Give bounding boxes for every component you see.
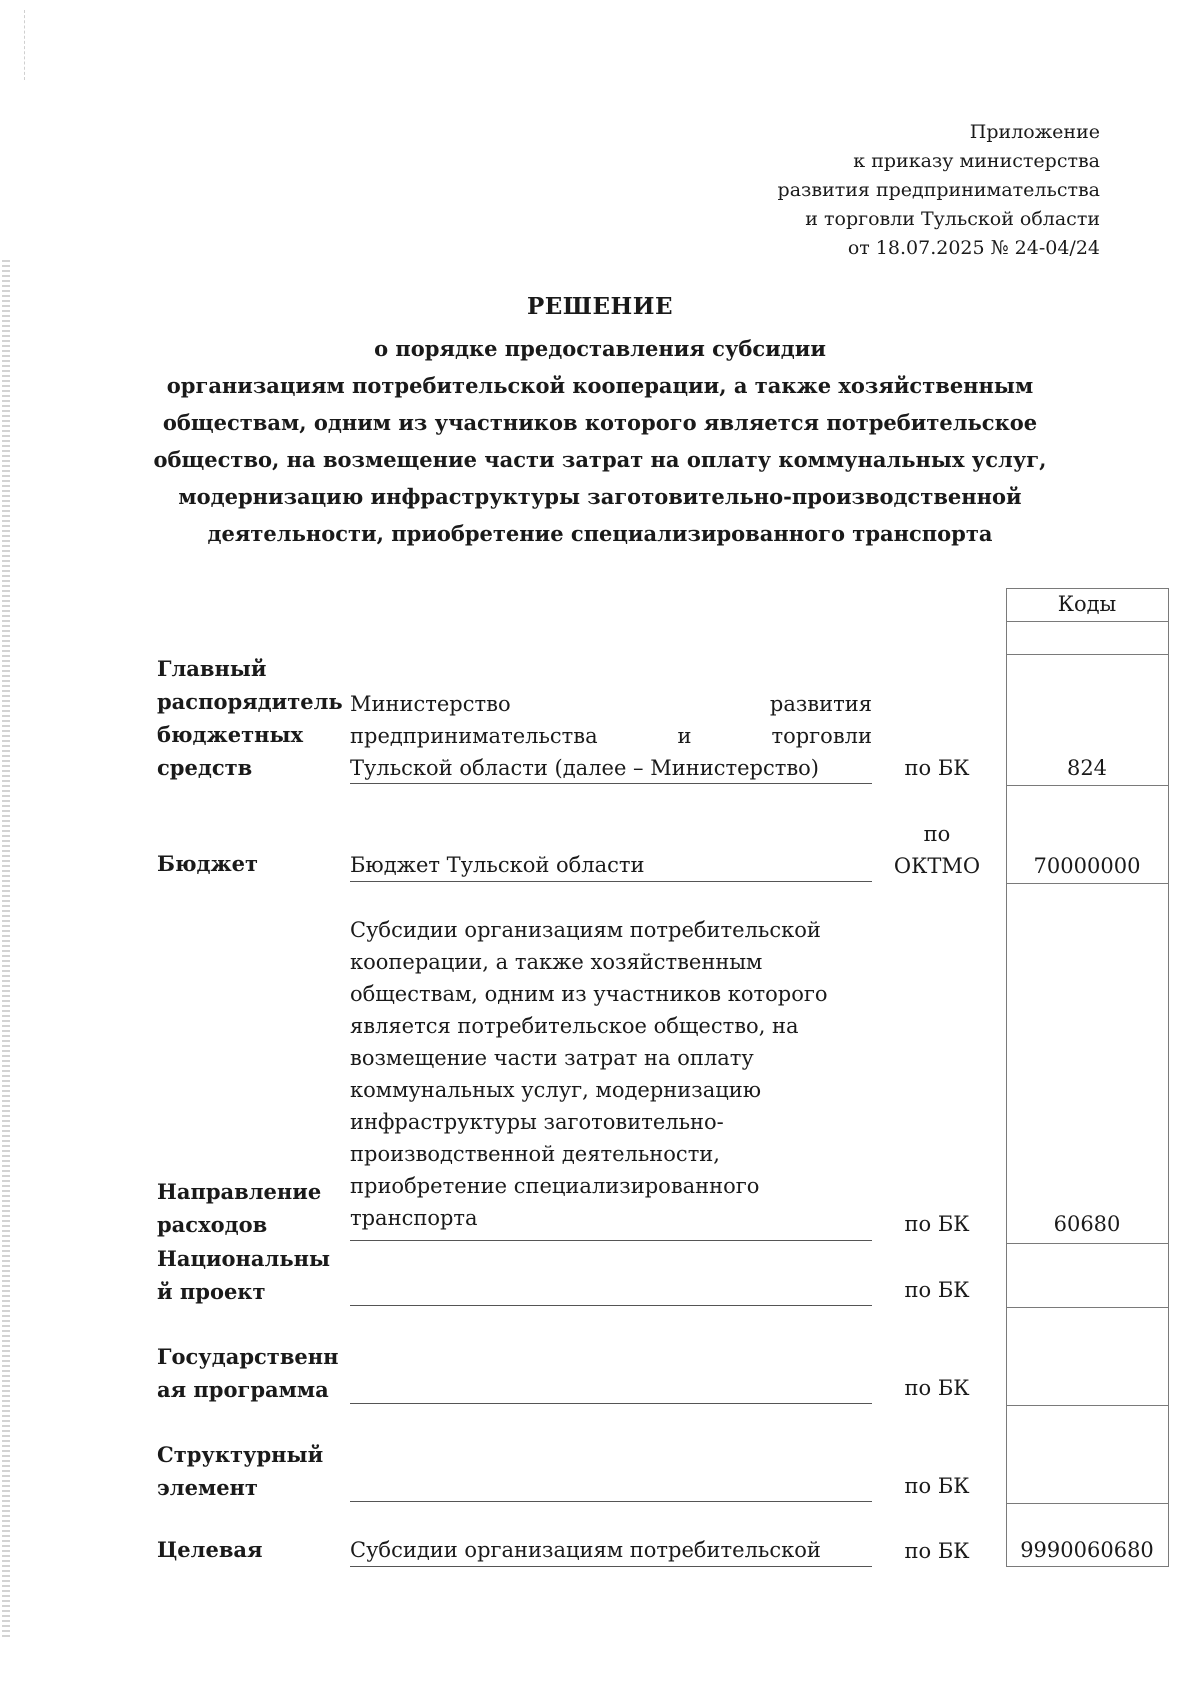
label-line: расходов <box>157 1212 268 1237</box>
subtitle-line: обществам, одним из участников которого является потребительское <box>162 410 1038 435</box>
code-budget: 70000000 <box>1033 854 1141 878</box>
value-direction <box>350 914 872 1234</box>
underline <box>350 1566 872 1567</box>
subtitle-line: деятельности, приобретение специализированного транспорта <box>207 521 993 546</box>
label-national-project <box>157 1242 347 1308</box>
value-line: производственной деятельности, <box>350 1142 720 1166</box>
value-main-manager <box>350 688 872 784</box>
document-subtitle <box>130 330 1070 552</box>
value-target <box>350 1534 872 1566</box>
label-state-program <box>157 1340 347 1406</box>
approval-line: от 18.07.2025 № 24-04/24 <box>847 237 1100 259</box>
unit-state-program: по БК <box>904 1376 970 1400</box>
value-line: Субсидии организациям потребительской <box>350 918 821 942</box>
label-line: Бюджет <box>157 851 259 876</box>
label-structural-element <box>157 1438 347 1504</box>
approval-line: Приложение <box>969 121 1100 143</box>
underline <box>350 881 872 882</box>
value-line: возмещение части затрат на оплату <box>350 1046 754 1070</box>
codes-divider <box>1007 654 1168 655</box>
label-budget <box>157 847 347 880</box>
code-main-manager: 824 <box>1066 756 1108 780</box>
codes-divider <box>1007 1503 1168 1504</box>
label-line: Направление <box>157 1179 322 1204</box>
value-line: приобретение специализированного <box>350 1174 760 1198</box>
label-line: Структурный <box>157 1442 324 1467</box>
unit-line: по <box>923 822 951 846</box>
value-line: Бюджет Тульской области <box>350 853 645 877</box>
label-line: распорядитель <box>157 689 343 714</box>
value-word: предпринимательства <box>350 724 598 748</box>
label-main-manager <box>157 652 347 784</box>
codes-divider <box>1007 1243 1168 1244</box>
value-line <box>350 688 872 720</box>
label-line: й проект <box>157 1279 266 1304</box>
approval-line: к приказу министерства <box>853 150 1100 172</box>
codes-column-box <box>1006 588 1169 1567</box>
underline <box>350 783 872 784</box>
value-line: обществам, одним из участников которого <box>350 982 828 1006</box>
value-line: транспорта <box>350 1206 478 1230</box>
codes-divider <box>1007 621 1168 622</box>
label-line: Государственн <box>157 1344 339 1369</box>
label-line: средств <box>157 755 253 780</box>
subtitle-line: о порядке предоставления субсидии <box>374 336 826 361</box>
label-line: Национальны <box>157 1246 331 1271</box>
subtitle-line: модернизацию инфраструктуры заготовительно-производственной <box>178 484 1022 509</box>
label-line: Главный <box>157 656 267 681</box>
unit-structural-element: по БК <box>904 1474 970 1498</box>
codes-header: Коды <box>1057 592 1117 616</box>
codes-divider <box>1007 883 1168 884</box>
code-direction: 60680 <box>1053 1212 1121 1236</box>
value-word: Министерство <box>350 692 511 716</box>
scan-edge-artifact-top <box>24 10 26 80</box>
value-line: является потребительское общество, на <box>350 1014 799 1038</box>
unit-target: по БК <box>904 1539 970 1563</box>
value-line: коммунальных услуг, модернизацию <box>350 1078 762 1102</box>
value-line: инфраструктуры заготовительно- <box>350 1110 724 1134</box>
unit-national-project: по БК <box>904 1278 970 1302</box>
scan-edge-artifact <box>2 260 10 1640</box>
codes-divider <box>1007 1307 1168 1308</box>
value-word: развития <box>769 692 872 716</box>
label-target <box>157 1533 347 1566</box>
approval-line: развития предпринимательства <box>777 179 1100 201</box>
underline <box>350 1403 872 1404</box>
document-title: РЕШЕНИЕ <box>526 293 673 320</box>
underline <box>350 1240 872 1241</box>
value-word: торговли <box>771 724 872 748</box>
underline <box>350 1501 872 1502</box>
code-target: 9990060680 <box>1020 1538 1154 1562</box>
label-line: ая программа <box>157 1377 329 1402</box>
unit-main-manager: по БК <box>904 756 970 780</box>
label-direction <box>157 1175 347 1241</box>
codes-divider <box>1007 785 1168 786</box>
value-line: кооперации, а также хозяйственным <box>350 950 763 974</box>
subtitle-line: организациям потребительской кооперации, а также хозяйственным <box>166 373 1034 398</box>
subtitle-line: общество, на возмещение части затрат на оплату коммунальных услуг, <box>153 447 1047 472</box>
underline <box>350 1305 872 1306</box>
unit-direction: по БК <box>904 1212 970 1236</box>
codes-divider <box>1007 1566 1168 1567</box>
approval-line: и торговли Тульской области <box>805 208 1100 230</box>
unit-budget <box>880 818 994 882</box>
label-line: Целевая <box>157 1537 263 1562</box>
value-line <box>350 720 872 752</box>
value-budget <box>350 849 872 881</box>
codes-divider <box>1007 1405 1168 1406</box>
value-word: и <box>677 724 692 748</box>
label-line: бюджетных <box>157 722 304 747</box>
label-line: элемент <box>157 1475 258 1500</box>
unit-line: ОКТМО <box>893 854 981 878</box>
value-line: Тульской области (далее – Министерство) <box>350 756 820 780</box>
value-line: Субсидии организациям потребительской <box>350 1538 821 1562</box>
approval-block <box>778 118 1100 263</box>
